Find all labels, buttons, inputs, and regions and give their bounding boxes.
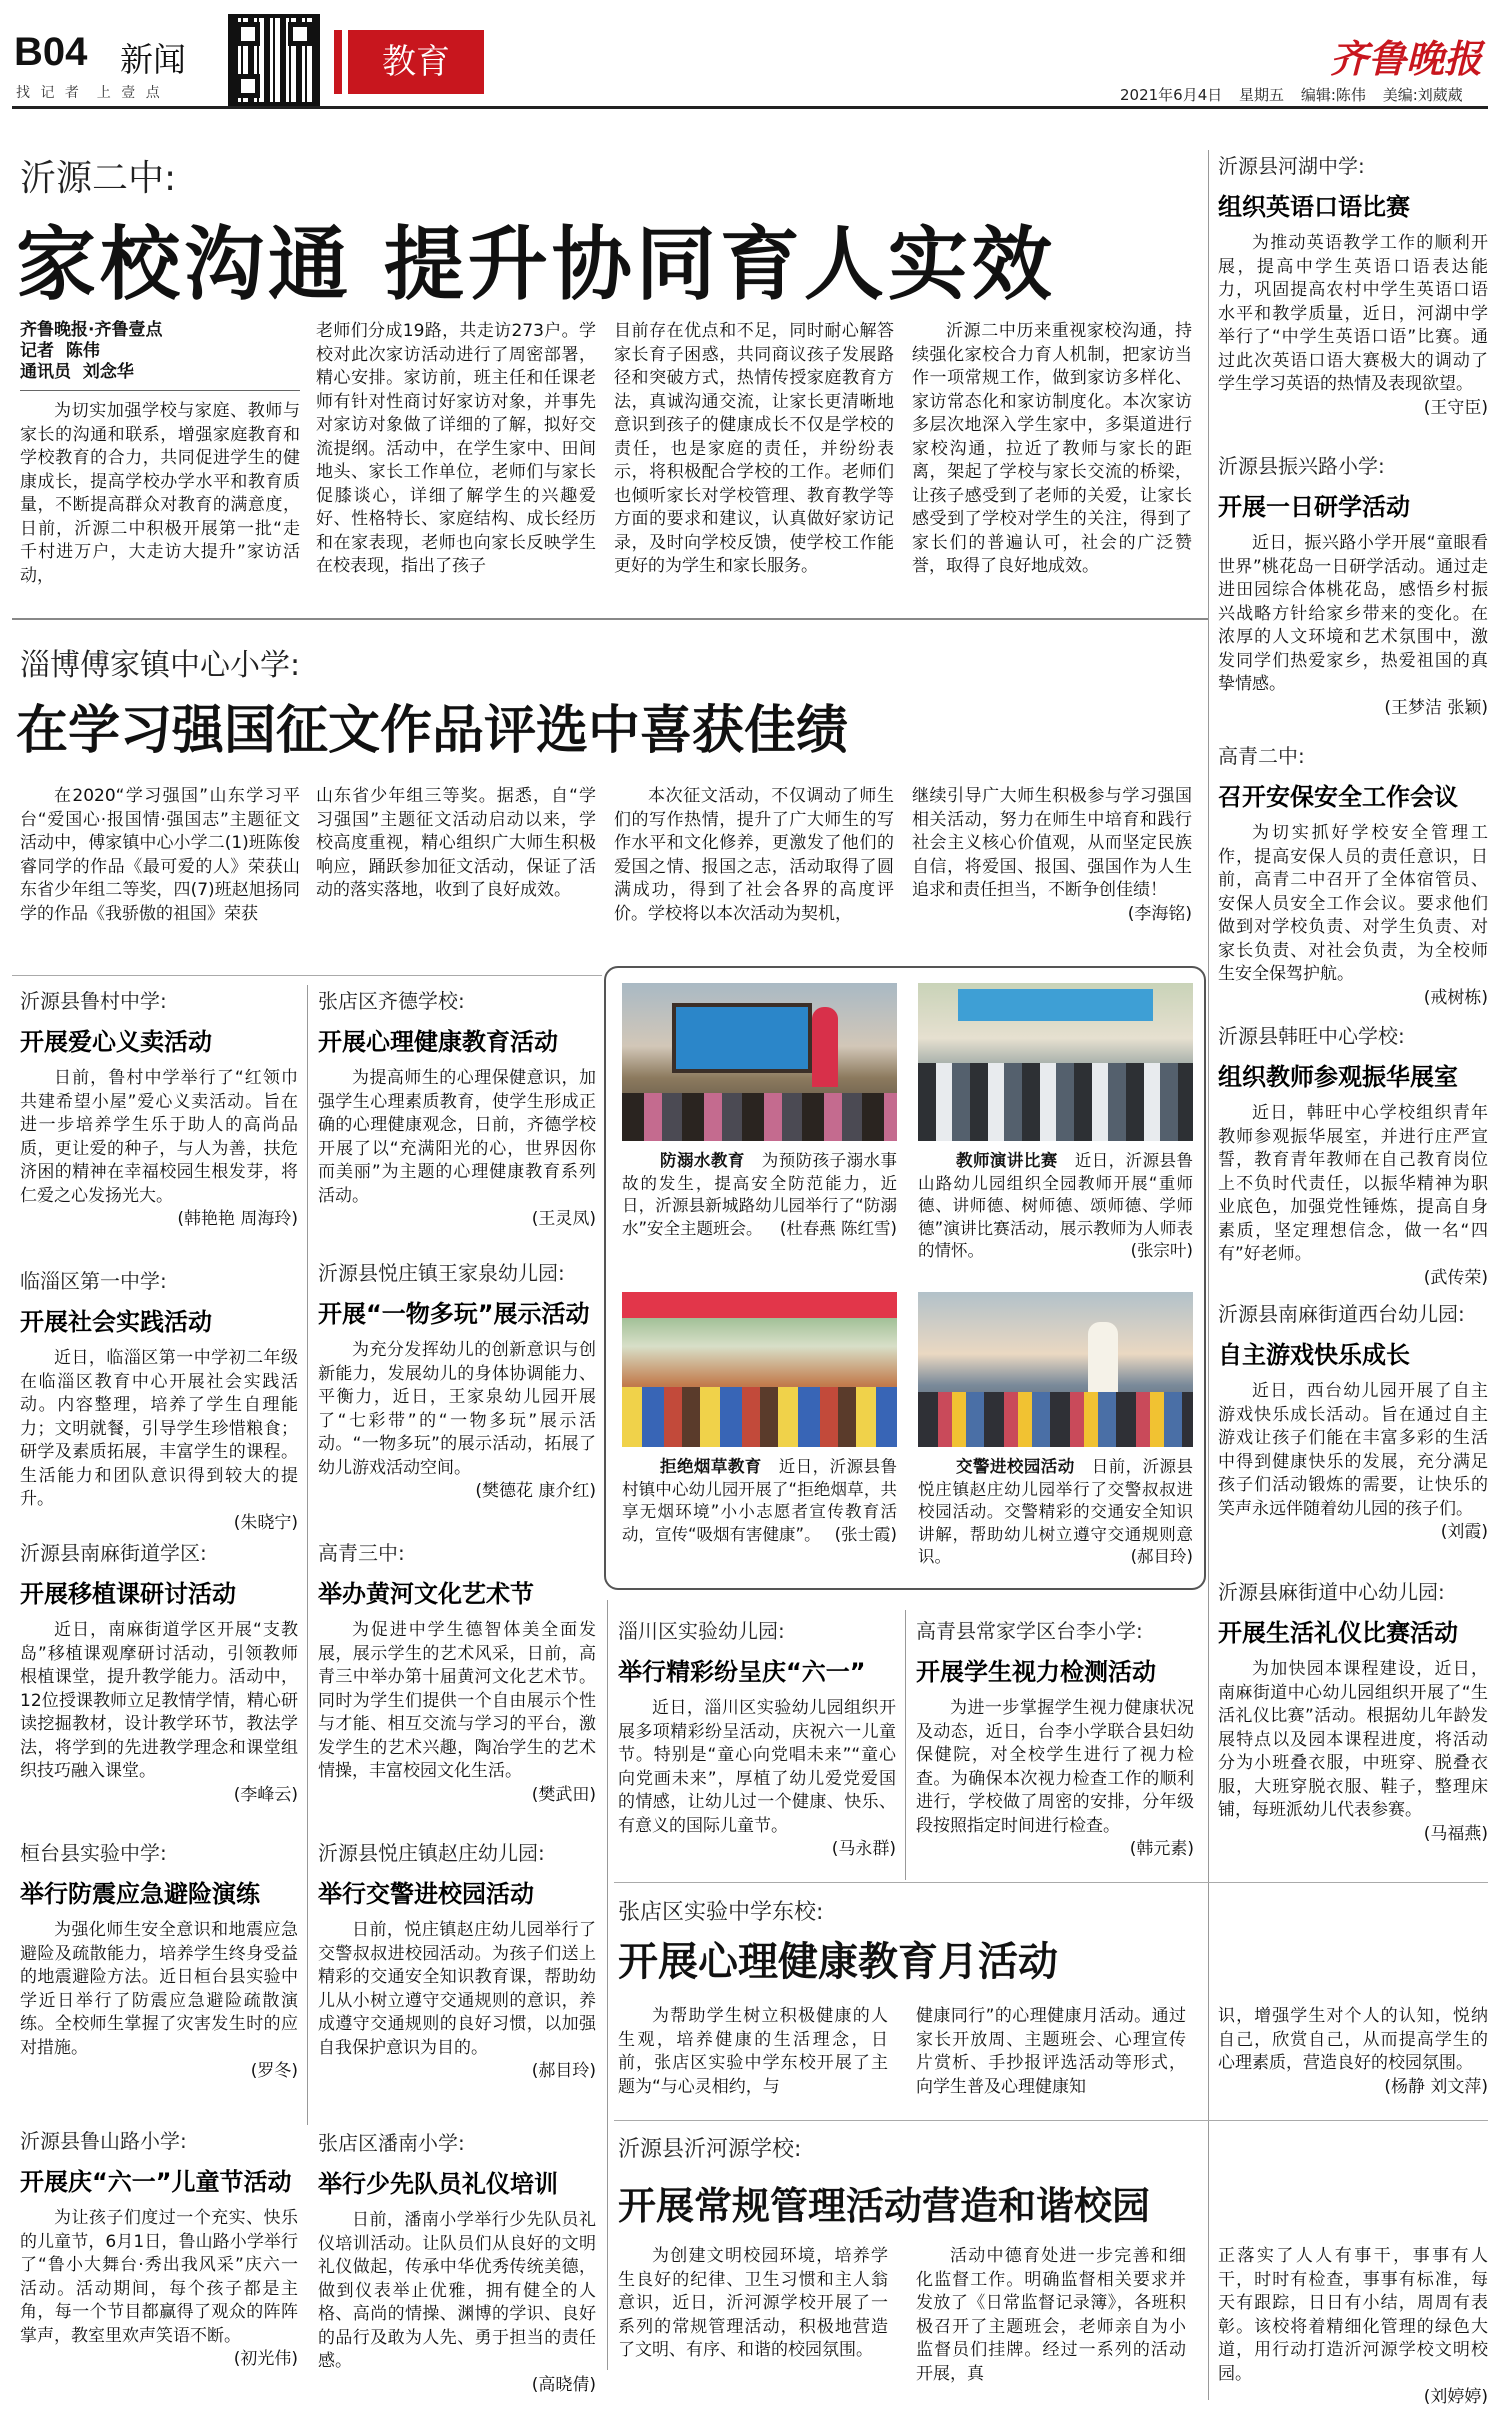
weekday: 星期五 [1239, 86, 1285, 104]
article4-title: 开展常规管理活动营造和谐校园 [618, 2183, 1151, 2228]
article1-col4: 沂源二中历来重视家校沟通，持续强化家校合力育人机制，把家访当作一项常规工作，做到家访多样化、家访常态化和家访制度化。本次家访多层次地深入学生家中，多渠道进行家校沟通，拉近了教师与家长的距离，架起了学校与家长交流的桥梁，让孩子感受到了老师的关爱，让家长感受到了学校对学生的关注，得到了家长们的普遍认可，社会的广泛赞誉，取得了良好地成效。 [912, 321, 1192, 576]
article4-col2: 活动中德育处进一步完善和细化监督工作。明确监督相关要求并发放了《日常监督记录簿》，各班积极召开了主题班会，老师亲自为小监督员们挂牌。经过一系列的活动开展，真 [916, 2246, 1186, 2384]
article4-col3: 正落实了人人有事干，事事有人干，时时有检查，事事有标准，每天有跟踪，日日有小结，周周有表彰。该校将着精细化管理的绿色大道，用行动打造沂河源学校文明校园。 (刘婷婷) [1218, 2246, 1488, 2407]
article3-kicker: 张店区实验中学东校: [618, 1900, 824, 1925]
photo3-caption: 拒绝烟草教育 近日，沂源县鲁村镇中心幼儿园开展了“拒绝烟草，共享无烟环境”小小志愿者宣传教育活动，宣传“吸烟有害健康”。 (张士霞) [622, 1457, 898, 1544]
divider [12, 975, 602, 976]
column-divider [307, 985, 308, 2125]
brief-luncun: 沂源县鲁村中学: 开展爱心义卖活动 日前，鲁村中学举行了“红领巾共建希望小屋”爱心义卖活动。旨在进一步培养学生乐于助人的高尚品质，更让爱的种子，与人为善，扶危济困的精神在幸福校园生根发芽，将仁爱之心发扬光大。 (韩艳艳 周海玲) [20, 989, 298, 1229]
photo-drowning-class [622, 983, 897, 1141]
date: 2021年6月4日 [1120, 86, 1223, 104]
byline-correspondent: 通讯员 刘念华 [20, 362, 134, 382]
article3-col3: 识，增强学生对个人的认知，悦纳自己，欣赏自己，从而提高学生的心理素质，营造良好的校园氛围。 (杨静 刘文萍) [1218, 2006, 1488, 2097]
editor: 编辑:陈伟 [1300, 86, 1366, 104]
brief-taili: 高青县常家学区台李小学: 开展学生视力检测活动 为进一步掌握学生视力健康状况及动态，近日，台李小学联合县妇幼保健院，对全校学生进行了视力检查。为确保本次视力检查工作的顺利进行，学校做了周密的安排，分年级段按照指定时间进行检查。 (韩元素) [916, 1619, 1194, 1859]
photo1-caption: 防溺水教育 为预防孩子溺水事故的发生，提高安全防范能力，近日，沂源县新城路幼儿园举行了“防溺水”安全主题班会。 (杜春燕 陈红雪) [622, 1151, 898, 1238]
byline-reporter: 记者 陈伟 [20, 341, 100, 361]
photo3-title: 拒绝烟草教育 [660, 1457, 762, 1476]
article1-byline [20, 320, 290, 383]
brief-xitai: 沂源县南麻街道西台幼儿园: 自主游戏快乐成长 近日，西台幼儿园开展了自主游戏快乐成长活动。旨在通过自主游戏让孩子们能在丰富多彩的生活中得到健康快乐的发展，充分满足孩子们活动锻炼的需要，让快乐的笑声永远伴随着幼儿园的孩子们。 (刘霞) [1218, 1302, 1488, 1542]
photo-no-smoking [622, 1292, 897, 1447]
brief-linzi: 临淄区第一中学: 开展社会实践活动 近日，临淄区第一中学初二年级在临淄区教育中心开展社会实践活动。内容整理，培养了学生自理能力；文明就餐，引导学生珍惜粮食；研学及素质拓展，丰富学生的课程。生活能力和团队意识得到较大的提升。 (朱晓宁) [20, 1269, 298, 1533]
photo-teacher-speech [918, 983, 1193, 1141]
divider [614, 1882, 1488, 1883]
category-tab [334, 30, 342, 94]
brief-zhaozhuang: 沂源县悦庄镇赵庄幼儿园: 举行交警进校园活动 日前，悦庄镇赵庄幼儿园举行了交警叔叔进校园活动。为孩子们送上精彩的交通安全知识教育课，帮助幼儿从小树立遵守交通规则的意识，养成遵守交通规则的良好习惯，以加强自我保护意识为目的。 (郝目玲) [318, 1841, 596, 2081]
brief-gaoqing3: 高青三中: 举办黄河文化艺术节 为促进中学生德智体美全面发展，展示学生的艺术风采，日前，高青三中举办第十届黄河文化艺术节。同时为学生们提供一个自由展示个性与才能、相互交流与学习的平台，激发学生的艺术兴趣，陶冶学生的艺术情操，丰富校园文化生活。 (樊武田) [318, 1541, 596, 1805]
masthead-rule [12, 106, 1488, 109]
brief-nanma: 沂源县南麻街道学区: 开展移植课研讨活动 近日，南麻街道学区开展“支教岛”移植课观摩研讨活动，引领教师根植课堂，提升教学能力。活动中，12位授课教师立足教情学情，精心研读挖掘教材，设计教学环节，教法学法，将学到的先进教学理念和课堂组织技巧融入课堂。 (李峰云) [20, 1541, 298, 1805]
photo2-caption: 教师演讲比赛 近日，沂源县鲁山路幼儿园组织全园教师开展“重师德、讲师德、树师德、颂师德、学师德”演讲比赛活动，展示教师为人师表的情怀。 (张宗叶) [918, 1151, 1194, 1260]
section-name: 新闻 [120, 40, 186, 79]
byline-source: 齐鲁晚报·齐鲁壹点 [20, 320, 163, 340]
brief-pannan: 张店区潘南小学: 举行少先队员礼仪培训 日前，潘南小学举行少先队员礼仪培训活动。让队员们从良好的文明礼仪做起，传承中华优秀传统美德，做到仪表举止优雅，拥有健全的人格、高尚的情操、渊博的学识、良好的品行及敢为人先、勇于担当的责任感。 (高晓倩) [318, 2131, 596, 2395]
column-divider [1208, 150, 1209, 2400]
photo4-title: 交警进校园活动 [956, 1457, 1075, 1476]
article2-col1: 在2020“学习强国”山东学习平台“爱国心·报国情·强国志”主题征文活动中，傅家镇中心小学二(1)班陈俊睿同学的作品《最可爱的人》荣获山东省少年组二等奖，四(7)班赵旭扬同学的作品《我骄傲的祖国》荣获 [20, 786, 300, 924]
article1-title: 家校沟通 提升协同育人实效 [16, 217, 1056, 311]
article1-col2: 老师们分成19路，共走访273户。学校对此次家访活动进行了周密部署，精心安排。家访前，班主任和任课老师有针对性商讨好家访对象，并事先对家访对象做了详细的了解，拟好交流提纲。活动中，在学生家中、田间地头、家长工作单位，老师们与家长促膝谈心，详细了解学生的兴趣爱好、性格特长、家庭结构、成长经历和在家表现，老师也向家长反映学生在校表现，指出了孩子 [316, 321, 596, 576]
brief-qide: 张店区齐德学校: 开展心理健康教育活动 为提高师生的心理保健意识，加强学生心理素质教育，使学生形成正确的心理健康观念，日前，齐德学校开展了以“充满阳光的心，世界因你而美丽”为主题的心理健康教育系列活动。 (王灵凤) [318, 989, 596, 1229]
brand-logo: 齐鲁晚报 [1329, 36, 1482, 81]
photo2-title: 教师演讲比赛 [956, 1151, 1058, 1170]
page-number: B04 [14, 30, 88, 74]
brief-zichuan: 淄川区实验幼儿园: 举行精彩纷呈庆“六一” 近日，淄川区实验幼儿园组织开展多项精彩纷呈活动，庆祝六一儿童节。特别是“童心向党唱未来”“童心向党画未来”，厚植了幼儿爱党爱国的情感，让幼儿过一个健康、快乐、有意义的国际儿童节。 (马永群) [618, 1619, 896, 1859]
photo4-caption: 交警进校园活动 日前，沂源县悦庄镇赵庄幼儿园举行了交警叔叔进校园活动。交警精彩的交通安全知识讲解，帮助幼儿树立遵守交通规则意识。 (郝目玲) [918, 1457, 1194, 1566]
article2-col4: 继续引导广大师生积极参与学习强国相关活动，努力在师生中培育和践行社会主义核心价值观，从而坚定民族自信，将爱国、报国、强国作为人生追求和责任担当，不断争创佳绩！ (李海铭) [912, 785, 1192, 970]
article2-col2: 山东省少年组三等奖。据悉，自“学习强国”主题征文活动启动以来，学校高度重视，精心组织广大师生积极响应，踊跃参加征文活动，保证了活动的落实落地，收到了良好成效。 [316, 786, 596, 900]
column-divider [905, 1610, 906, 1880]
photo1-title: 防溺水教育 [660, 1151, 745, 1170]
brief-zhenxinglu: 沂源县振兴路小学: 开展一日研学活动 近日，振兴路小学开展“童眼看世界”桃花岛一日研学活动。通过走进田园综合体桃花岛，感悟乡村振兴战略方针给家乡带来的变化。在浓厚的人文环境和艺术氛围中，激发同学们热爱家乡，热爱祖国的真挚情感。 (王梦洁 张颖) [1218, 454, 1488, 718]
article2-col3: 本次征文活动，不仅调动了师生们的写作热情，提升了广大师生的写作水平和文化修养，更激发了他们的爱国之情、报国之志，活动取得了圆满成功，得到了社会各界的高度评价。学校将以本次活动为契机， [614, 786, 894, 924]
qr-code [228, 14, 320, 106]
brief-hanwang: 沂源县韩旺中心学校: 组织教师参观振华展室 近日，韩旺中心学校组织青年教师参观振华展室，并进行庄严宣誓，教育青年教师在自己教育岗位上不负时代责任，以振华精神为职业底色，加强党性锤炼，提高自身素质，坚定理想信念，做一名“四有”好老师。 (武传荣) [1218, 1024, 1488, 1288]
column-divider [607, 1600, 608, 2370]
article1-kicker: 沂源二中: [20, 158, 177, 199]
column-right-briefs [1218, 150, 1488, 1876]
category-badge: 教育 [348, 30, 484, 94]
column-left-briefs [20, 985, 298, 2415]
designer: 美编:刘葳葳 [1382, 86, 1463, 104]
article4-col1: 为创建文明校园环境，培养学生良好的纪律、卫生习惯和主人翁意识，近日，沂河源学校开展了一系列的常规管理活动，积极地营造了文明、有序、和谐的校园氛围。 [618, 2246, 888, 2360]
article3-col1: 为帮助学生树立积极健康的人生观，培养健康的生活理念，日前，张店区实验中学东校开展了主题为“与心灵相约，与 [618, 2006, 888, 2097]
article4-kicker: 沂源县沂河源学校: [618, 2137, 802, 2162]
brief-nanma-kindergarten: 沂源县麻街道中心幼儿园: 开展生活礼仪比赛活动 为加快园本课程建设，近日，南麻街道中心幼儿园组织开展了“生活礼仪比赛”活动。根据幼儿年龄发展特点以及园本课程进度，将活动分为小班叠衣服，中班穿、脱叠衣服，大班穿脱衣服、鞋子，整理床铺，每班派幼儿代表参赛。 (马福燕) [1218, 1580, 1488, 1844]
brief-lushanlu: 沂源县鲁山路小学: 开展庆“六一”儿童节活动 为让孩子们度过一个充实、快乐的儿童节，6月1日，鲁山路小学举行了“鲁小大舞台·秀出我风采”庆六一活动。活动期间，每个孩子都是主角，每一个节目都赢得了观众的阵阵掌声，教室里欢声笑语不断。 (初光伟) [20, 2129, 298, 2369]
issue-date-line [1120, 84, 1463, 105]
article2-title: 在学习强国征文作品评选中喜获佳绩 [16, 700, 849, 761]
column-second-briefs [318, 985, 596, 2417]
article3-title: 开展心理健康教育月活动 [618, 1938, 1058, 1985]
article2-signature: (李海铭) [1127, 903, 1192, 924]
divider [614, 2120, 1488, 2121]
tagline: 找 记 者 上 壹 点 [16, 85, 163, 101]
brief-huantai: 桓台县实验中学: 举行防震应急避险演练 为强化师生安全意识和地震应急避险及疏散能力，培养学生终身受益的地震避险方法。近日桓台县实验中学近日举行了防震应急避险疏散演练。全校师生掌握了灾害发生时的应对措施。 (罗冬) [20, 1841, 298, 2081]
brief-wangjiaquan: 沂源县悦庄镇王家泉幼儿园: 开展“一物多玩”展示活动 为充分发挥幼儿的创新意识与创新能力，发展幼儿的身体协调能力、平衡力，近日，王家泉幼儿园开展了“七彩带”的“一物多玩”展示活动。“一物多玩”的展示活动，拓展了幼儿游戏活动空间。 (樊德花 康介红) [318, 1261, 596, 1501]
article1-col1: 为切实加强学校与家庭、教师与家长的沟通和联系，增强家庭教育和学校教育的合力，共同促进学生的健康成长，提高学校办学水平和教育质量，不断提高群众对教育的满意度，日前，沂源二中积极开展第一批“走千村进万户，大走访大提升”家访活动， [20, 401, 300, 586]
photo-traffic-police [918, 1292, 1193, 1447]
brief-gaoqing2: 高青二中: 召开安保安全工作会议 为切实抓好学校安全管理工作，提高安保人员的责任意识，日前，高青二中召开了全体宿管员、安保人员安全工作会议。要求他们做到对学校负责、对学生负责、对家长负责、对社会负责，为全校师生安全保驾护航。 (戒树栋) [1218, 744, 1488, 1008]
divider [12, 618, 1208, 620]
article3-col2: 健康同行”的心理健康月活动。通过家长开放周、主题班会、心理宣传片赏析、手抄报评选活动等形式，向学生普及心理健康知 [916, 2006, 1186, 2097]
article1-col3: 目前存在优点和不足，同时耐心解答家长育子困惑，共同商议孩子发展路径和突破方式，热情传授家庭教育方法，真诚沟通交流，让家长更清晰地意识到孩子的健康成长不仅是学校的责任，也是家庭的责任，并纷纷表示，将积极配合学校的工作。老师们也倾听家长对学校管理、教育教学等方面的要求和建议，认真做好家访记录，及时向学校反馈，使学校工作能更好的为学生和家长服务。 [614, 321, 894, 576]
brief-hehu: 沂源县河湖中学: 组织英语口语比赛 为推动英语教学工作的顺利开展，提高中学生英语口语表达能力，巩固提高农村中学生英语口语水平和教学质量，近日，河湖中学举行了“中学生英语口语”比赛。通过此次英语口语大赛极大的调动了学生学习英语的热情及表现欲望。 (王守臣) [1218, 154, 1488, 418]
byline-rule [20, 390, 300, 391]
article2-kicker: 淄博傅家镇中心小学: [20, 648, 301, 683]
